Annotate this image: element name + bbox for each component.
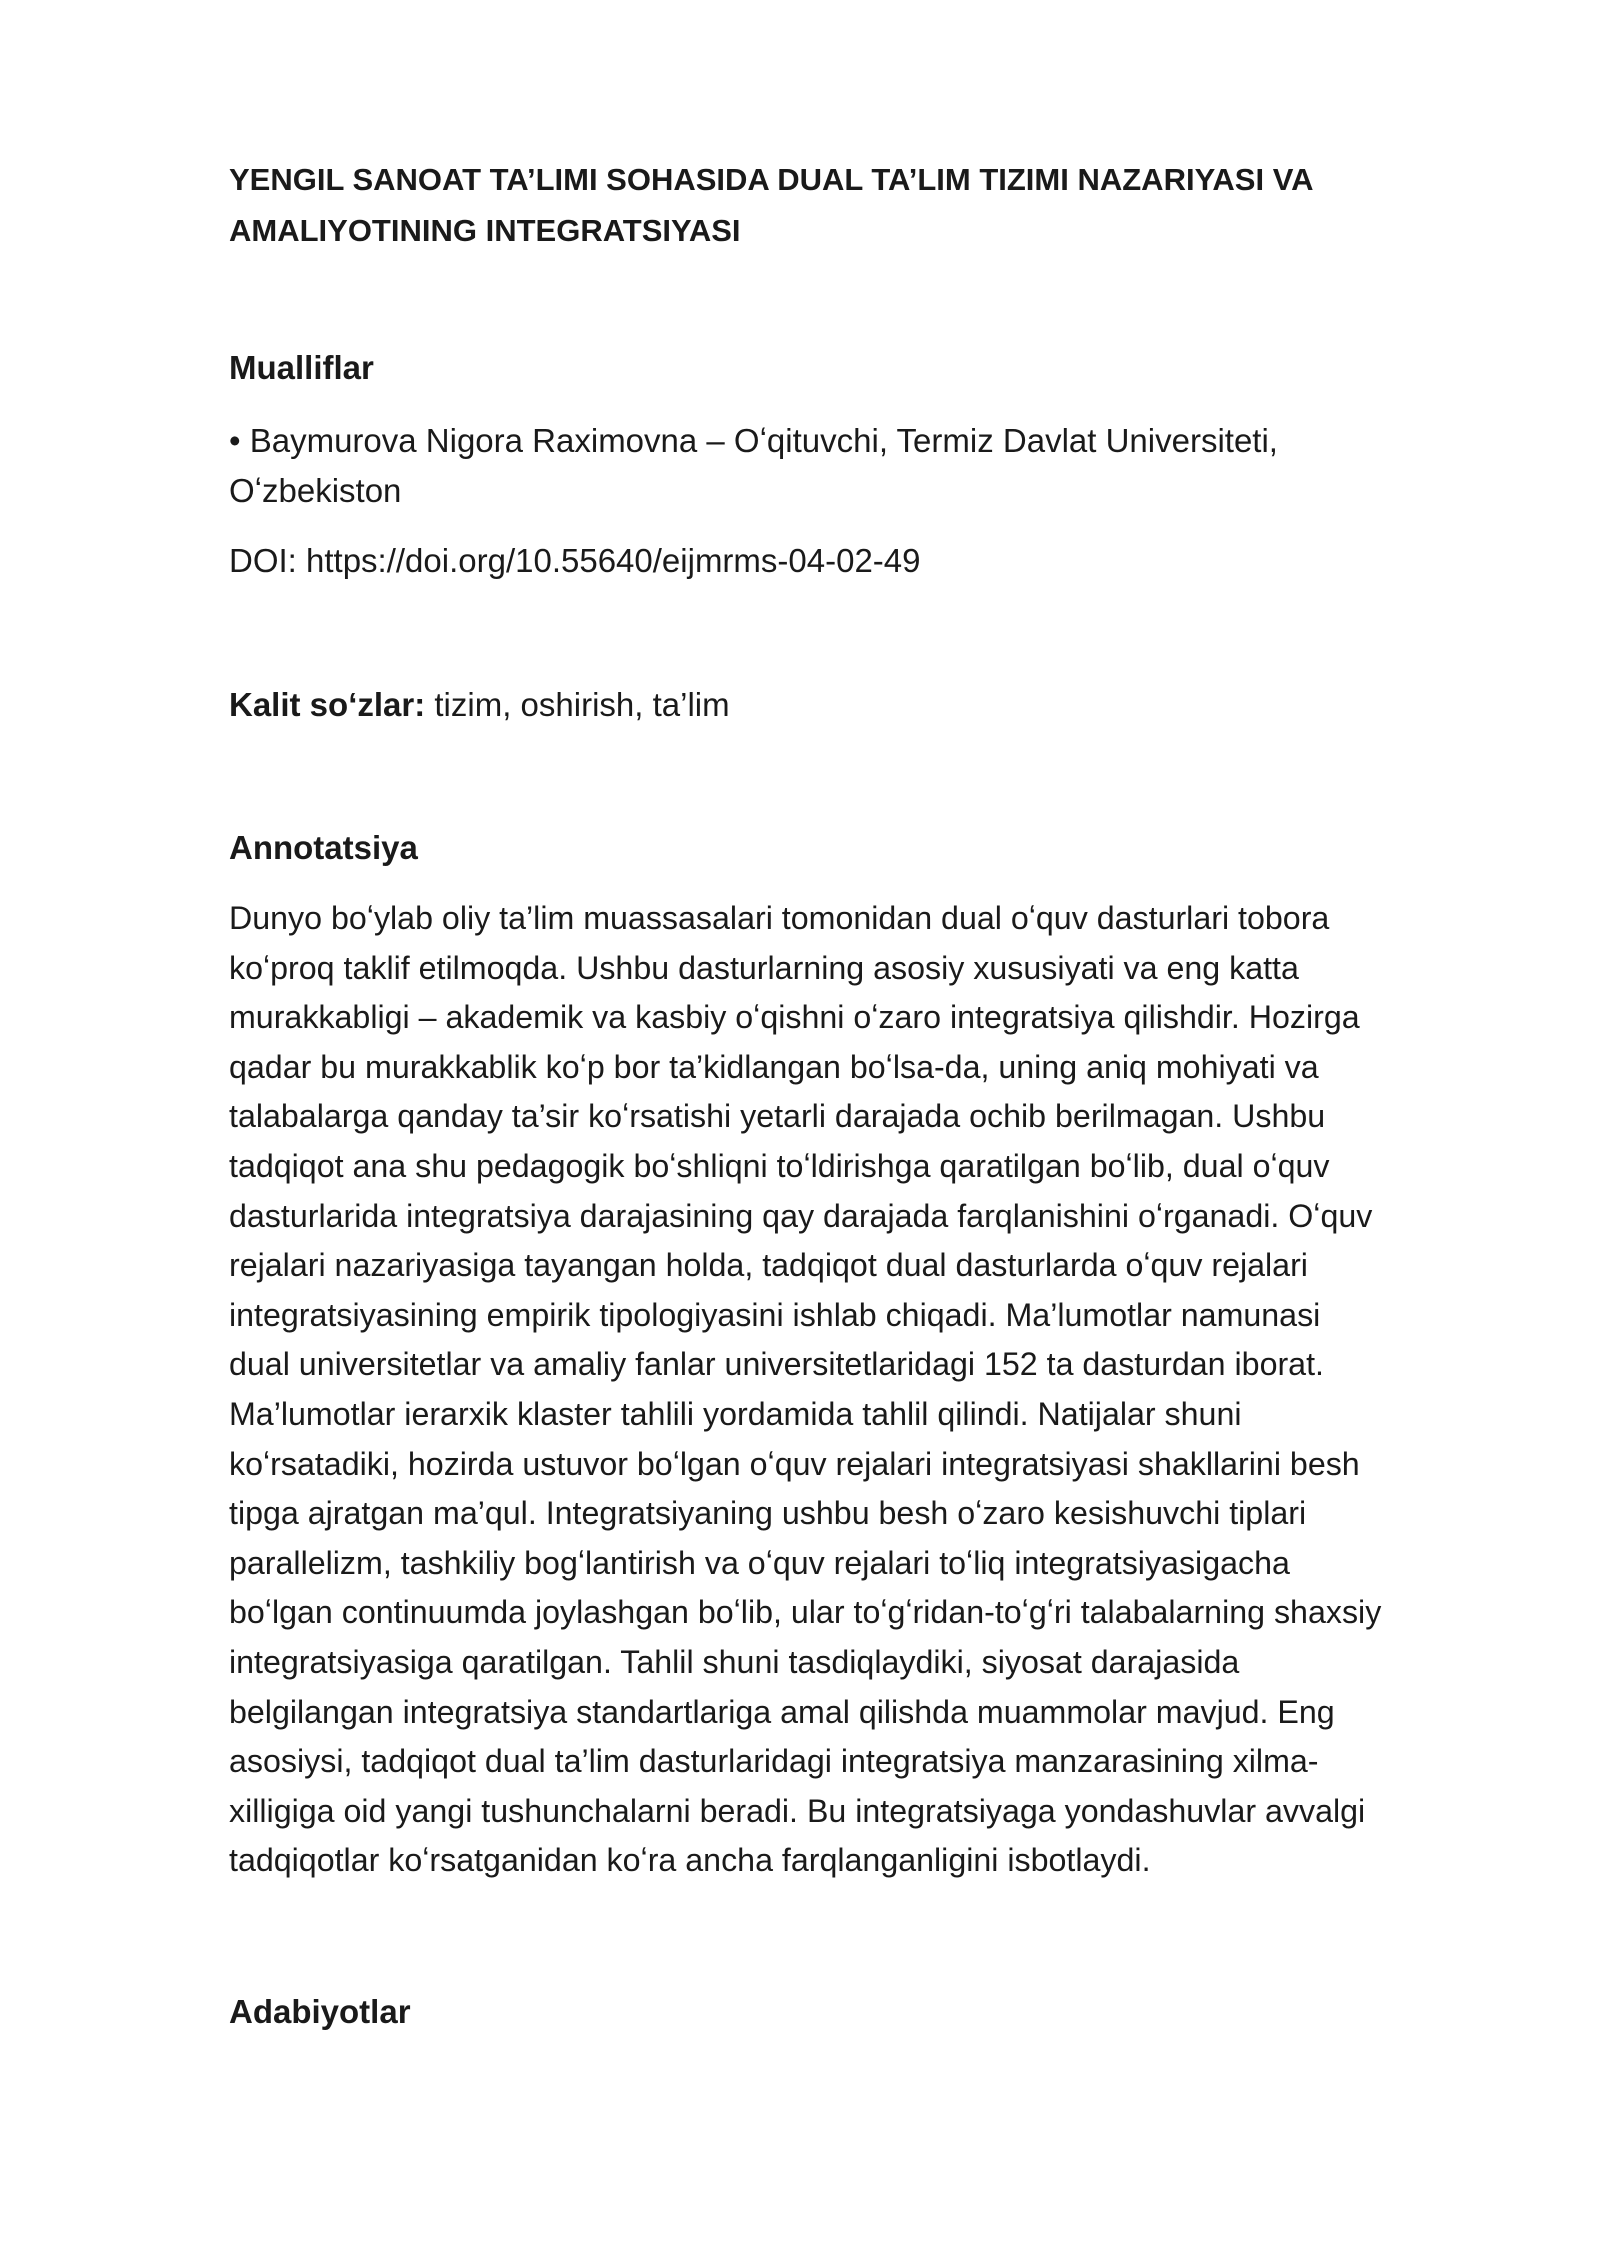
abstract-line: koʻrsatadiki, hozirda ustuvor boʻlgan oʻquv rejalari integratsiyasi shakllarini besh: [229, 1445, 1360, 1482]
abstract-line: dual universitetlar va amaliy fanlar universitetlaridagi 152 ta dasturdan iborat.: [229, 1346, 1324, 1383]
article-title-line-2: AMALIYOTINING INTEGRATSIYASI: [229, 213, 741, 248]
keywords: [229, 680, 730, 730]
article-title: [229, 154, 1429, 256]
abstract-heading: Annotatsiya: [229, 829, 418, 866]
authors-heading: Mualliflar: [229, 349, 374, 386]
abstract-line: integratsiyasining empirik tipologiyasini ishlab chiqadi. Ma’lumotlar namunasi: [229, 1296, 1321, 1333]
references-heading: Adabiyotlar: [229, 1993, 411, 2030]
abstract-line: tadqiqot ana shu pedagogik boʻshliqni toʻldirishga qaratilgan boʻlib, dual oʻquv: [229, 1147, 1330, 1184]
abstract-line: belgilangan integratsiya standartlariga amal qilishda muammolar mavjud. Eng: [229, 1693, 1335, 1730]
abstract-line: integratsiyasiga qaratilgan. Tahlil shuni tasdiqlaydiki, siyosat darajasida: [229, 1643, 1240, 1680]
keywords-value: tizim, oshirish, ta’lim: [425, 686, 730, 723]
author-entry-line-2: Oʻzbekiston: [229, 472, 402, 509]
abstract-line: xilligiga oid yangi tushunchalarni beradi. Bu integratsiyaga yondashuvlar avvalgi: [229, 1792, 1366, 1829]
abstract-line: koʻproq taklif etilmoqda. Ushbu dasturlarning asosiy xususiyati va eng katta: [229, 949, 1299, 986]
abstract-line: rejalari nazariyasiga tayangan holda, tadqiqot dual dasturlarda oʻquv rejalari: [229, 1247, 1308, 1284]
doi-link[interactable]: DOI: https://doi.org/10.55640/eijmrms-04-02-49: [229, 542, 921, 579]
abstract-line: tipga ajratgan ma’qul. Integratsiyaning ushbu besh oʻzaro kesishuvchi tiplari: [229, 1495, 1307, 1532]
article-title-line-1: YENGIL SANOAT TA’LIMI SOHASIDA DUAL TA’LIM TIZIMI NAZARIYASI VA: [229, 162, 1314, 197]
abstract-line: talabalarga qanday ta’sir koʻrsatishi yetarli darajada ochib berilmagan. Ushbu: [229, 1098, 1326, 1135]
keywords-label: Kalit soʻzlar:: [229, 686, 426, 723]
abstract-text: [229, 894, 1527, 1886]
abstract-line: murakkabligi – akademik va kasbiy oʻqishni oʻzaro integratsiya qilishdir. Hozirga: [229, 999, 1360, 1036]
author-entry-line-1: • Baymurova Nigora Raximovna – Oʻqituvchi, Termiz Davlat Universiteti,: [229, 422, 1278, 459]
abstract-line: parallelizm, tashkiliy bogʻlantirish va oʻquv rejalari toʻliq integratsiyasigacha: [229, 1544, 1290, 1581]
abstract-line: Dunyo boʻylab oliy ta’lim muassasalari tomonidan dual oʻquv dasturlari tobora: [229, 900, 1330, 936]
abstract-line: qadar bu murakkablik koʻp bor ta’kidlangan boʻlsa-da, uning aniq mohiyati va: [229, 1048, 1319, 1085]
abstract-line: Ma’lumotlar ierarxik klaster tahlili yordamida tahlil qilindi. Natijalar shuni: [229, 1395, 1242, 1432]
abstract-line: asosiysi, tadqiqot dual ta’lim dasturlaridagi integratsiya manzarasining xilma-: [229, 1743, 1319, 1780]
abstract-line: boʻlgan continuumda joylashgan boʻlib, ular toʻgʻridan-toʻgʻri talabalarning shaxsiy: [229, 1594, 1382, 1631]
abstract-line: tadqiqotlar koʻrsatganidan koʻra ancha farqlanganligini isbotlaydi.: [229, 1842, 1151, 1879]
author-entry: [229, 416, 1409, 516]
abstract-line: dasturlarida integratsiya darajasining qay darajada farqlanishini oʻrganadi. Oʻquv: [229, 1197, 1373, 1234]
